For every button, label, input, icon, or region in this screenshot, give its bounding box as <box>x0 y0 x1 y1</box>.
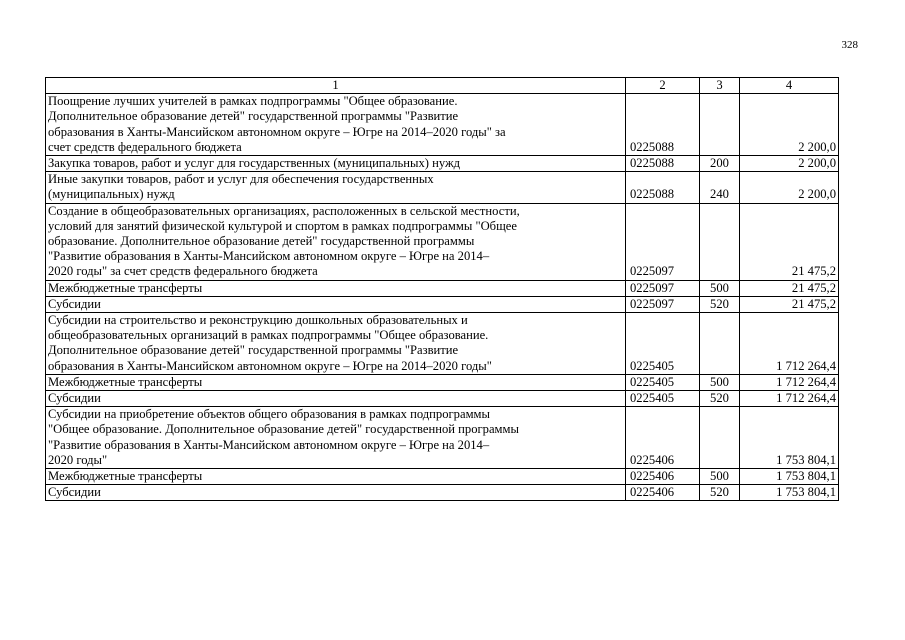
row-expense-type: 500 <box>700 374 740 390</box>
row-amount: 1 753 804,1 <box>740 407 839 469</box>
page-number: 328 <box>841 39 858 51</box>
description-line: 2020 годы" <box>48 452 108 467</box>
description-line: 2020 годы" за счет средств федерального бюджета <box>48 264 318 279</box>
row-code: 0225406 <box>626 407 700 469</box>
row-expense-type: 500 <box>700 280 740 296</box>
table-row <box>46 280 839 296</box>
row-code: 0225088 <box>626 94 700 156</box>
row-expense-type: 200 <box>700 156 740 172</box>
row-code: 0225406 <box>626 485 700 501</box>
description-line: Закупка товаров, работ и услуг для государственных (муниципальных) нужд <box>48 156 461 171</box>
row-expense-type: 520 <box>700 296 740 312</box>
header-col-3: 3 <box>700 78 740 94</box>
row-description <box>46 172 626 203</box>
description-line: образования в Ханты-Мансийском автономном округе – Югре на 2014–2020 годы" <box>48 358 492 373</box>
description-line: Субсидии на приобретение объектов общего образования в рамках подпрограммы <box>48 407 490 422</box>
row-expense-type: 520 <box>700 391 740 407</box>
table-row <box>46 407 839 469</box>
row-description <box>46 203 626 280</box>
table-row <box>46 374 839 390</box>
table-header <box>46 78 839 94</box>
description-line: "Общее образование. Дополнительное образование детей" государственной программы <box>48 422 519 437</box>
row-code: 0225406 <box>626 469 700 485</box>
row-code: 0225097 <box>626 203 700 280</box>
row-expense-type <box>700 203 740 280</box>
row-code: 0225088 <box>626 172 700 203</box>
row-amount: 1 753 804,1 <box>740 485 839 501</box>
description-line: образование. Дополнительное образование детей" государственной программы <box>48 234 475 249</box>
description-line: Субсидии <box>48 296 101 311</box>
header-col-1: 1 <box>46 78 626 94</box>
row-description <box>46 156 626 172</box>
row-code: 0225405 <box>626 391 700 407</box>
row-amount: 1 712 264,4 <box>740 313 839 375</box>
table-row <box>46 203 839 280</box>
table-row <box>46 469 839 485</box>
description-line: Поощрение лучших учителей в рамках подпрограммы "Общее образование. <box>48 94 458 109</box>
description-line: Субсидии <box>48 485 101 500</box>
row-code: 0225097 <box>626 280 700 296</box>
description-line: Межбюджетные трансферты <box>48 469 203 484</box>
description-line: Субсидии на строительство и реконструкцию дошкольных образовательных и <box>48 313 468 328</box>
row-amount: 2 200,0 <box>740 156 839 172</box>
row-expense-type <box>700 313 740 375</box>
header-row <box>46 78 839 94</box>
description-line: Субсидии <box>48 391 101 406</box>
row-amount: 1 753 804,1 <box>740 469 839 485</box>
table-row <box>46 391 839 407</box>
row-description <box>46 391 626 407</box>
description-line: Иные закупки товаров, работ и услуг для обеспечения государственных <box>48 172 434 187</box>
table-row <box>46 94 839 156</box>
row-expense-type <box>700 407 740 469</box>
header-col-4: 4 <box>740 78 839 94</box>
row-amount: 21 475,2 <box>740 203 839 280</box>
row-expense-type: 520 <box>700 485 740 501</box>
description-line: Дополнительное образование детей" государственной программы "Развитие <box>48 343 459 358</box>
budget-table <box>45 77 839 501</box>
table-row <box>46 172 839 203</box>
description-line: Дополнительное образование детей" государственной программы "Развитие <box>48 109 459 124</box>
description-line: "Развитие образования в Ханты-Мансийском автономном округе – Югре на 2014– <box>48 249 490 264</box>
row-description <box>46 407 626 469</box>
description-line: Межбюджетные трансферты <box>48 280 203 295</box>
row-description <box>46 485 626 501</box>
row-amount: 1 712 264,4 <box>740 391 839 407</box>
row-code: 0225405 <box>626 374 700 390</box>
header-col-2: 2 <box>626 78 700 94</box>
row-amount: 2 200,0 <box>740 94 839 156</box>
row-code: 0225088 <box>626 156 700 172</box>
row-description <box>46 313 626 375</box>
row-expense-type: 500 <box>700 469 740 485</box>
description-line: счет средств федерального бюджета <box>48 139 242 154</box>
description-line: Межбюджетные трансферты <box>48 374 203 389</box>
row-description <box>46 296 626 312</box>
row-description <box>46 374 626 390</box>
description-line: "Развитие образования в Ханты-Мансийском автономном округе – Югре на 2014– <box>48 437 490 452</box>
description-line: образования в Ханты-Мансийском автономном округе – Югре на 2014–2020 годы" за <box>48 124 506 139</box>
row-amount: 21 475,2 <box>740 280 839 296</box>
row-expense-type: 240 <box>700 172 740 203</box>
row-code: 0225097 <box>626 296 700 312</box>
description-line: (муниципальных) нужд <box>48 187 175 202</box>
row-description <box>46 94 626 156</box>
row-code: 0225405 <box>626 313 700 375</box>
row-description <box>46 469 626 485</box>
table-row <box>46 296 839 312</box>
row-expense-type <box>700 94 740 156</box>
row-amount: 1 712 264,4 <box>740 374 839 390</box>
description-line: условий для занятий физической культурой и спортом в рамках подпрограммы "Общее <box>48 218 517 233</box>
description-line: Создание в общеобразовательных организациях, расположенных в сельской местности, <box>48 203 520 218</box>
table-row <box>46 485 839 501</box>
table-row <box>46 313 839 375</box>
table-body <box>46 94 839 501</box>
description-line: общеобразовательных организаций в рамках подпрограммы "Общее образование. <box>48 328 489 343</box>
table-row <box>46 156 839 172</box>
row-amount: 2 200,0 <box>740 172 839 203</box>
row-description <box>46 280 626 296</box>
row-amount: 21 475,2 <box>740 296 839 312</box>
